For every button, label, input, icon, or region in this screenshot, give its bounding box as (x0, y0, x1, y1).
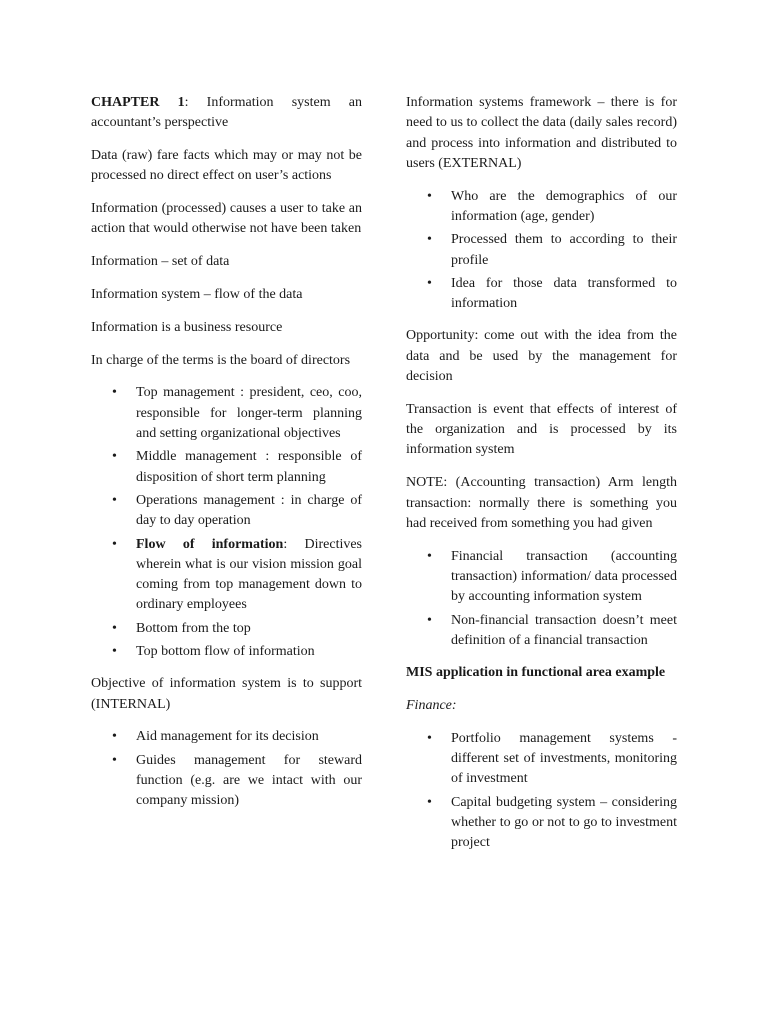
chapter-label: CHAPTER 1 (91, 95, 185, 110)
chapter-title-text: : Information system an accountant’s perspective (91, 95, 362, 131)
list-item: • Financial transaction (accounting transaction) information/ data processed by accounting information system (406, 547, 677, 608)
objective-list (91, 727, 362, 811)
paragraph-framework: Information systems framework – there is for need to us to collect the data (daily sales record) and process into information and distributed to users (EXTERNAL) (406, 95, 677, 171)
list-item: • Portfolio management systems - different set of investments, monitoring of investment (406, 729, 677, 790)
left-column (91, 93, 362, 824)
list-item: • Top bottom flow of information (91, 642, 362, 662)
list-item: • Non-financial transaction doesn’t meet definition of a financial transaction (406, 611, 677, 652)
paragraph-information-system: Information system – flow of the data (91, 287, 303, 303)
paragraph-note: NOTE: (Accounting transaction) Arm length transaction: normally there is something you had received from something you had given (406, 475, 677, 531)
flow-of-information-text: : Directives wherein what is our vision mission goal coming from top management down to ordinary employees (136, 536, 363, 613)
paragraph-transaction: Transaction is event that effects of interest of the organization and is processed by its information system (406, 401, 677, 458)
paragraph-business-resource: Information is a business resource (91, 319, 283, 335)
paragraph-opportunity: Opportunity: come out with the idea from the data and be used by the management for decision (406, 328, 677, 385)
list-item: • Bottom from the top (91, 619, 362, 639)
chapter-title (91, 93, 362, 134)
finance-list (406, 729, 677, 854)
list-item (91, 535, 362, 616)
list-item: • Capital budgeting system – considering whether to go or not to go to investment project (406, 793, 677, 854)
management-list (91, 383, 362, 662)
right-column (406, 93, 677, 866)
paragraph-information-definition: Information (processed) causes a user to take an action that would otherwise not have been taken (91, 201, 362, 237)
list-item: • Who are the demographics of our information (age, gender) (406, 187, 677, 228)
paragraph-data-definition: Data (raw) fare facts which may or may not be processed no direct effect on user’s actions (91, 148, 362, 184)
list-item: • Processed them to according to their profile (406, 230, 677, 271)
list-item: • Guides management for steward function (e.g. are we intact with our company mission) (91, 751, 362, 812)
list-item: • Operations management : in charge of day to day operation (91, 491, 362, 532)
paragraph-information-set: Information – set of data (91, 254, 230, 270)
paragraph-objective: Objective of information system is to support (INTERNAL) (91, 676, 362, 712)
subheading-finance: Finance: (406, 697, 457, 713)
list-item: • Middle management : responsible of disposition of short term planning (91, 447, 362, 488)
flow-of-information-label: Flow of information (136, 536, 284, 552)
list-item: • Aid management for its decision (91, 727, 362, 747)
section-heading: MIS application in functional area example (406, 665, 666, 681)
paragraph-board-of-directors: In charge of the terms is the board of directors (91, 352, 351, 368)
list-item: • Top management : president, ceo, coo, responsible for longer-term planning and setting organizational objectives (91, 383, 362, 444)
transaction-list (406, 547, 677, 651)
framework-list (406, 187, 677, 315)
list-item: • Idea for those data transformed to information (406, 274, 677, 315)
